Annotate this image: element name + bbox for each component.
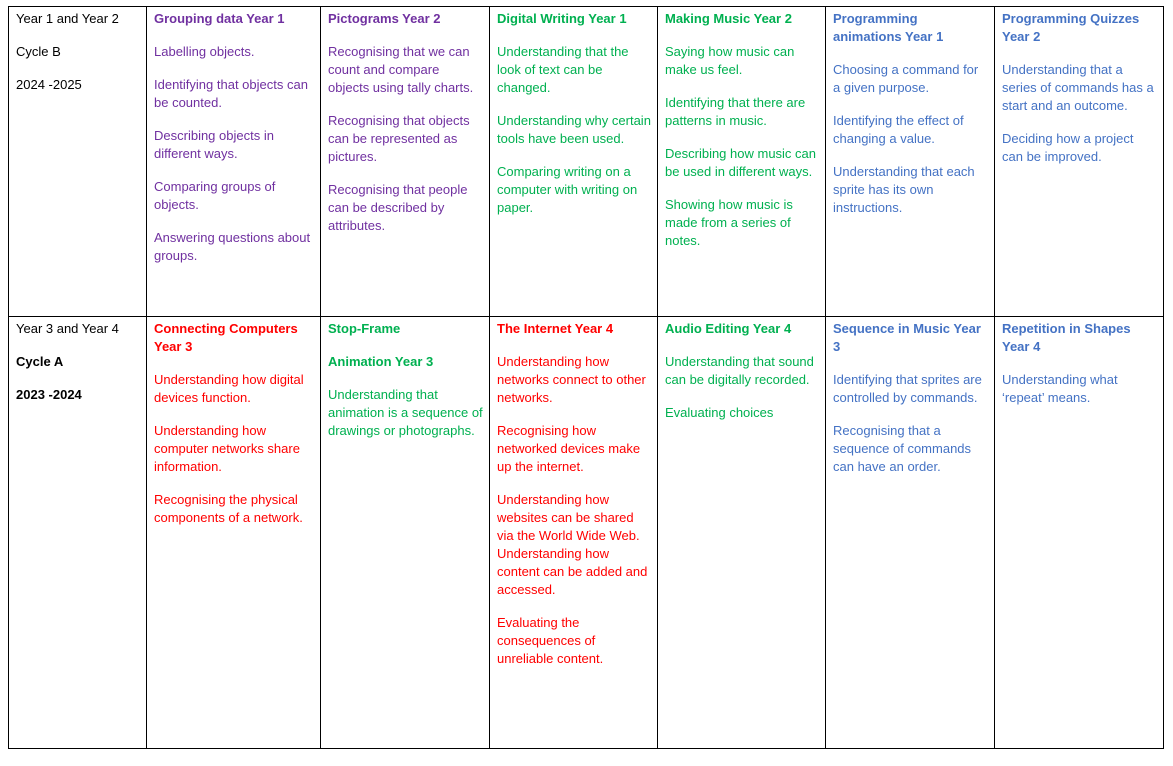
unit-objective: Recognising the physical components of a network. bbox=[154, 492, 303, 525]
unit-objective: Understanding that animation is a sequence of drawings or photographs. bbox=[328, 387, 483, 438]
unit-objective: Labelling objects. bbox=[154, 44, 255, 59]
unit-objective: Comparing groups of objects. bbox=[154, 179, 276, 212]
unit-objective: Understanding what ‘repeat’ means. bbox=[1002, 372, 1118, 405]
unit-title: Programming Quizzes Year 2 bbox=[1002, 11, 1140, 44]
row-period: 2024 -2025 bbox=[16, 77, 82, 92]
unit-objective: Understanding how digital devices function. bbox=[154, 372, 304, 405]
unit-objective: Comparing writing on a computer with writing on paper. bbox=[497, 164, 638, 215]
unit-objective: Recognising that people can be described by attributes. bbox=[328, 182, 468, 233]
unit-objective: Understanding that a series of commands has a start and an outcome. bbox=[1002, 62, 1154, 113]
unit-objective: Understanding that sound can be digitally recorded. bbox=[665, 354, 814, 387]
unit-objective: Deciding how a project can be improved. bbox=[1002, 131, 1134, 164]
unit-cell bbox=[658, 7, 826, 317]
unit-cell bbox=[147, 317, 321, 749]
unit-objective: Recognising that objects can be represented as pictures. bbox=[328, 113, 470, 164]
unit-objective: Showing how music is made from a series of notes. bbox=[665, 197, 793, 248]
unit-title-continued: Animation Year 3 bbox=[328, 354, 434, 369]
unit-title: Sequence in Music Year 3 bbox=[833, 321, 981, 354]
row-years: Year 3 and Year 4 bbox=[16, 321, 119, 336]
unit-title: The Internet Year 4 bbox=[497, 321, 614, 336]
unit-objective: Answering questions about groups. bbox=[154, 230, 311, 263]
unit-objective: Describing how music can be used in different ways. bbox=[665, 146, 817, 179]
unit-title: Repetition in Shapes Year 4 bbox=[1002, 321, 1131, 354]
table-row bbox=[9, 317, 1164, 749]
unit-cell bbox=[826, 317, 995, 749]
row-label-cell bbox=[9, 7, 147, 317]
unit-objective: Identifying the effect of changing a value. bbox=[833, 113, 964, 146]
unit-title: Making Music Year 2 bbox=[665, 11, 792, 26]
unit-title: Audio Editing Year 4 bbox=[665, 321, 792, 336]
row-cycle: Cycle B bbox=[16, 44, 61, 59]
unit-title: Digital Writing Year 1 bbox=[497, 11, 627, 26]
unit-objective: Understanding how computer networks share information. bbox=[154, 423, 300, 474]
row-label-cell bbox=[9, 317, 147, 749]
unit-objective: Understanding that each sprite has its own instructions. bbox=[833, 164, 975, 215]
unit-cell bbox=[826, 7, 995, 317]
unit-objective: Identifying that sprites are controlled by commands. bbox=[833, 372, 982, 405]
unit-objective: Identifying that objects can be counted. bbox=[154, 77, 308, 110]
unit-cell bbox=[490, 317, 658, 749]
unit-objective: Describing objects in different ways. bbox=[154, 128, 274, 161]
unit-objective: Saying how music can make us feel. bbox=[665, 44, 795, 77]
unit-title: Connecting Computers Year 3 bbox=[154, 321, 298, 354]
unit-cell bbox=[995, 7, 1164, 317]
table-row bbox=[9, 7, 1164, 317]
row-cycle: Cycle A bbox=[16, 354, 64, 369]
unit-cell bbox=[321, 7, 490, 317]
unit-title: Stop-Frame bbox=[328, 321, 401, 336]
unit-objective: Understanding how websites can be shared via the World Wide Web. Understanding how content can be added and accessed. bbox=[497, 492, 648, 597]
curriculum-table bbox=[8, 6, 1164, 749]
unit-cell bbox=[490, 7, 658, 317]
unit-objective: Recognising that a sequence of commands can have an order. bbox=[833, 423, 972, 474]
unit-objective: Recognising how networked devices make up the internet. bbox=[497, 423, 641, 474]
row-years: Year 1 and Year 2 bbox=[16, 11, 119, 26]
unit-title: Pictograms Year 2 bbox=[328, 11, 441, 26]
unit-objective: Understanding why certain tools have been used. bbox=[497, 113, 651, 146]
unit-cell bbox=[321, 317, 490, 749]
unit-objective: Understanding that the look of text can be changed. bbox=[497, 44, 629, 95]
unit-objective: Identifying that there are patterns in music. bbox=[665, 95, 806, 128]
unit-title: Programming animations Year 1 bbox=[833, 11, 944, 44]
unit-cell bbox=[658, 317, 826, 749]
unit-objective: Choosing a command for a given purpose. bbox=[833, 62, 979, 95]
unit-title: Grouping data Year 1 bbox=[154, 11, 285, 26]
unit-objective: Understanding how networks connect to other networks. bbox=[497, 354, 646, 405]
unit-cell bbox=[147, 7, 321, 317]
unit-objective: Evaluating the consequences of unreliable content. bbox=[497, 615, 604, 666]
unit-objective: Evaluating choices bbox=[665, 405, 774, 420]
unit-cell bbox=[995, 317, 1164, 749]
row-period: 2023 -2024 bbox=[16, 387, 82, 402]
unit-objective: Recognising that we can count and compare objects using tally charts. bbox=[328, 44, 474, 95]
